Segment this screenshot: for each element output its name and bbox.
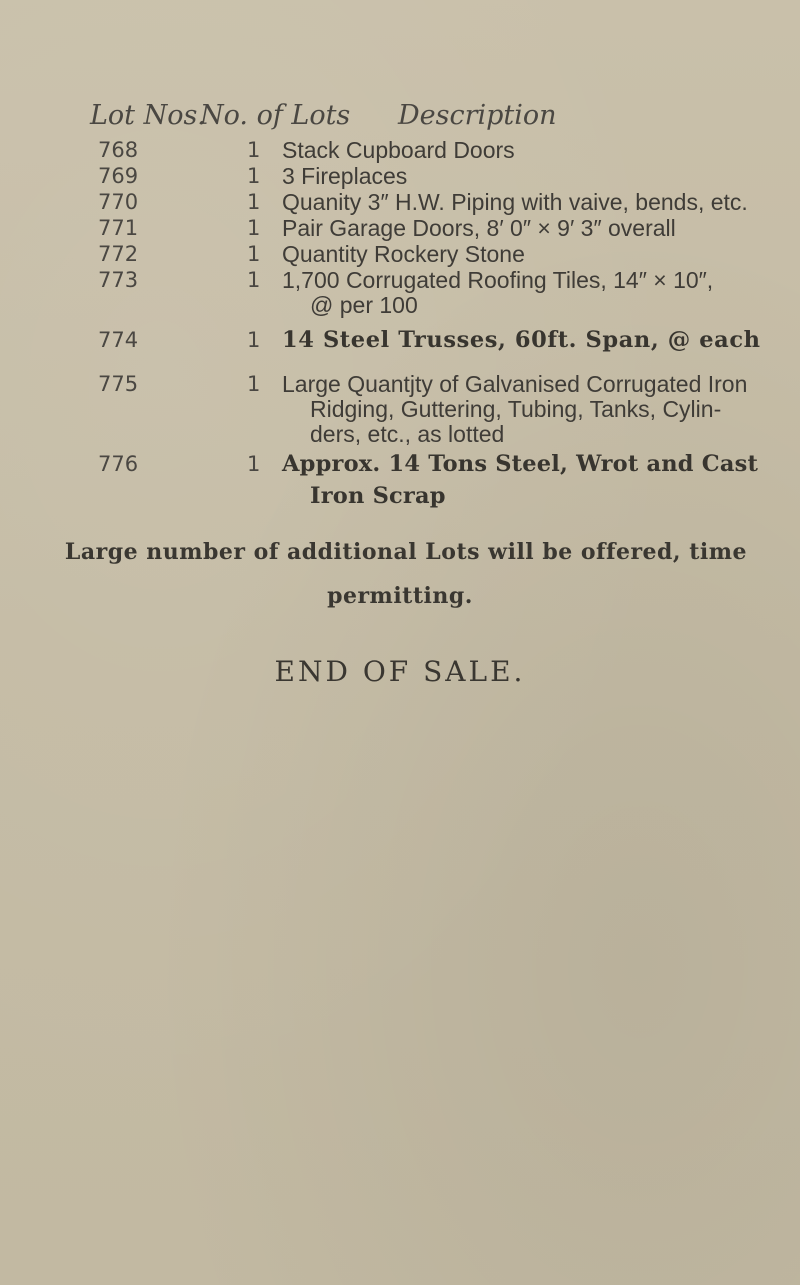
- lot-description: [282, 268, 797, 318]
- lot-description: [282, 324, 797, 356]
- lot-description-line: Pair Garage Doors, 8′ 0″ × 9′ 3″ overall: [282, 215, 676, 241]
- lot-quantity: 1: [247, 216, 261, 240]
- end-of-sale-heading: END OF SALE.: [274, 655, 526, 688]
- lot-number: 774: [98, 328, 139, 352]
- lot-description-line: Quanity 3″ H.W. Piping with vaive, bends, etc.: [282, 189, 748, 215]
- lot-description-line: 1,700 Corrugated Roofing Tiles, 14″ × 10″,: [282, 267, 714, 293]
- lot-description-line: ders, etc., as lotted: [310, 421, 505, 447]
- lot-description: [282, 138, 797, 163]
- lot-number: 773: [98, 268, 139, 292]
- lot-description-line: Large Quantjty of Galvanised Corrugated Iron: [282, 371, 748, 397]
- lot-description-line: Quantity Rockery Stone: [282, 241, 525, 267]
- lot-number: 770: [98, 190, 139, 214]
- lot-description: [282, 448, 797, 512]
- additional-lots-note: [0, 530, 800, 618]
- lot-quantity: 1: [247, 164, 261, 188]
- lot-number: 769: [98, 164, 139, 188]
- lot-description: [282, 372, 797, 447]
- lot-description-line: Iron Scrap: [310, 483, 446, 509]
- lot-quantity: 1: [247, 138, 261, 162]
- lot-description-line: 14 Steel Trusses, 60ft. Span, @ each: [282, 327, 761, 353]
- lot-quantity: 1: [247, 452, 261, 476]
- lot-quantity: 1: [247, 190, 261, 214]
- lot-description-line: 3 Fireplaces: [282, 163, 408, 189]
- lot-description-line: Ridging, Guttering, Tubing, Tanks, Cylin-: [310, 396, 722, 422]
- column-headers: [0, 100, 800, 140]
- lot-description: [282, 216, 797, 241]
- additional-lots-note-line: Large number of additional Lots will be offered, time: [64, 539, 748, 565]
- lot-number: 772: [98, 242, 139, 266]
- header-lot-nos: Lot Nos.: [90, 100, 206, 131]
- lot-number: 771: [98, 216, 139, 240]
- lot-quantity: 1: [247, 372, 261, 396]
- lot-number: 776: [98, 452, 139, 476]
- lot-quantity: 1: [247, 268, 261, 292]
- header-no-of-lots: No. of Lots: [200, 100, 351, 131]
- additional-lots-note-line: permitting.: [327, 583, 473, 609]
- lot-description: [282, 190, 797, 215]
- lot-description-line: @ per 100: [310, 292, 418, 318]
- lot-number: 775: [98, 372, 139, 396]
- lot-quantity: 1: [247, 328, 261, 352]
- lot-description-line: Approx. 14 Tons Steel, Wrot and Cast: [282, 451, 759, 477]
- lot-description: [282, 242, 797, 267]
- lot-quantity: 1: [247, 242, 261, 266]
- header-description: Description: [398, 100, 557, 131]
- lot-number: 768: [98, 138, 139, 162]
- lot-description: [282, 164, 797, 189]
- lot-description-line: Stack Cupboard Doors: [282, 137, 515, 163]
